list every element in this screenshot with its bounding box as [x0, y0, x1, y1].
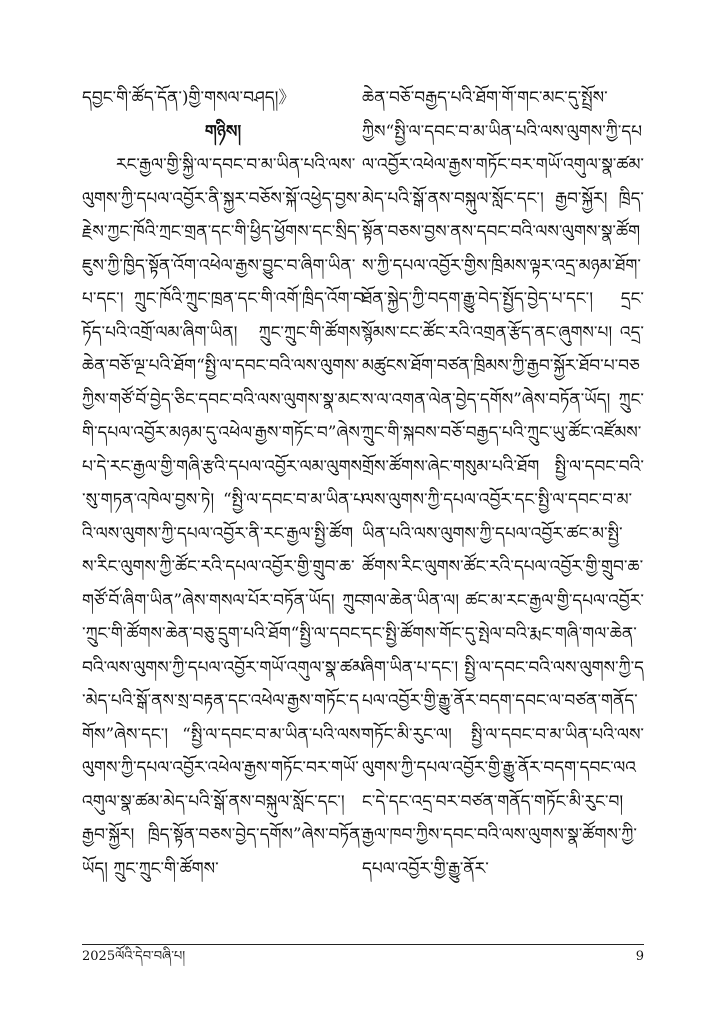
- footer-issue: 2025ལོའི་དེབ་བཞི་པ།: [82, 949, 186, 964]
- section-subheading: གཉིས།: [204, 121, 242, 142]
- footer-rule: [82, 944, 644, 945]
- left-paragraph: རང་རྒྱལ་གྱི་སྐྱི་ལ་དབང་བ་མ་ཡིན་པའི་ལས་ལུགས་ཀྱི་དཔལ་འབྱོར་ནི་སྐྱར་བཅོས་སྐོ་འཕྱེད་བྱས་རྗེས་ཀྱང་ཁོའི་ཀྲང་གྲན་དང་གི་ཕྱིད་ཕྱོགས་དང་སྲིད་ཇུས་ཀྱི་ཁྱིད་སྟོན་འོག་འཕེལ་རྒྱས་བྱུང་བ་ཞིག་ཡིན་པ་དང་། ཀྲུང་ཁོའི་ཀྲུང་ཁྲན་དང་གི་འགོ་ཁྲིད་འོག་བཏོད་པའི་འགྲོ་ལམ་ཞིག་ཡིན། ཀྲུང་ཀྲུང་གི་ཚོགས་ཆེན་བཅོ་ལྔ་པའི་ཐོག“སྤྱི་ལ་དབང་བའི་ལས་ལུགས་ཀྱིས་གཙོ་བོ་བྱེད་ཅིང་དབང་བའི་ལས་ལུགས་སྣ་མང་གི་དཔལ་འབྱོར་མཉམ་དུ་འཕེལ་རྒྱས་གཏོང་བ”ཞེས་པ་དེ་རང་རྒྱལ་གྱི་གཞི་རྩའི་དཔལ་འབྱོར་ལམ་ལུགས་སུ་གཏན་འཁེལ་བྱས་ཏེ། “སྤྱི་ལ་དབང་བ་མ་ཡིན་པའི་ལས་ལུགས་ཀྱི་དཔལ་འབྱོར་ནི་རང་རྒྱལ་སྤྱི་ཚོགས་རིང་ལུགས་ཀྱི་ཚོང་རའི་དཔལ་འབྱོར་གྱི་གྲུབ་ཆ་གཙོ་བོ་ཞིག་ཡིན”ཞེས་གསལ་པོར་བཏོན་ཡོད། ཀྲུང་ཀྲུང་གི་ཚོགས་ཆེན་བཅུ་དྲུག་པའི་ཐོག“སྤྱི་ལ་དབང་བའི་ལས་ལུགས་ཀྱི་དཔལ་འབྱོར་གཡོ་འགུལ་སྣ་ཚམ་མེད་པའི་སྒོ་ནས་སྲ་བརྟན་དང་འཕེལ་རྒྱས་གཏོང་དགོས”ཞེས་དང་། “སྤྱི་ལ་དབང་བ་མ་ཡིན་པའི་ལས་ལུགས་ཀྱི་དཔལ་འབྱོར་འཕེལ་རྒྱས་གཏོང་བར་གཡོ་འགུལ་སྣ་ཚམ་མེད་པའི་སྒོ་ནས་བསྐུལ་སློང་དང་། རྒྱབ་སྐྱོར། ཁྲིད་སྟོན་བཅས་བྱེད་དགོས”ཞེས་བཏོན་ཡོད། ཀྲུང་ཀྲུང་གི་ཚོགས་: [82, 155, 365, 879]
- left-column: [82, 82, 364, 886]
- right-column: [362, 82, 644, 886]
- page-number: 9: [635, 949, 644, 964]
- right-paragraph: ཆེན་བཅོ་བརྒྱད་པའི་ཐོག་གོ་གང་མང་དུ་སྤྲོས་ཀྱིས“སྤྱི་ལ་དབང་བ་མ་ཡིན་པའི་ལས་ལུགས་ཀྱི་དཔལ་འབྱོར་འཕེལ་རྒྱས་གཏོང་བར་གཡོ་འགུལ་སྣ་ཚམ་མེད་པའི་སྒོ་ནས་བསྐུལ་སློང་དང་། རྒྱབ་སྐྱོར། ཁྲིད་སྟོན་བཅས་བྱས་ནས་དབང་བའི་ལས་ལུགས་སྣ་ཚོགས་ཀྱི་དཔལ་འབྱོར་གྱིས་ཁྲིམས་ལྟར་འདྲ་མཉམ་ཐོག་ཐོན་སྐྱེད་ཀྱི་བདག་རྒྱུ་བེད་སྤྱོད་བྱེད་པ་དང་། དྲང་སྙོམས་ངང་ཚོང་རའི་འགྲན་རྩོད་ནང་ཞུགས་པ། འདྲ་མཚུངས་ཐོག་བཙན་ཁྲིམས་ཀྱི་རྒྱབ་སྐྱོར་ཐོབ་པ་བཅས་ལ་འགན་ལེན་བྱེད་དགོས”ཞེས་བཏོན་ཡོད། ཀྲུང་ཀྲུང་གི་སྐབས་བཅོ་བརྒྱད་པའི་ཀྲུང་ཡུ་ཚོང་འཛོམས་གྲོས་ཚོགས་ཞེང་གསུམ་པའི་ཐོག སྤྱི་ལ་དབང་བའི་ལས་ལུགས་ཀྱི་དཔལ་འབྱོར་དང་སྤྱི་ལ་དབང་བ་མ་ཡིན་པའི་ལས་ལུགས་ཀྱི་དཔལ་འབྱོར་ཚང་མ་སྤྱི་ཚོགས་རིང་ལུགས་ཚོང་རའི་དཔལ་འབྱོར་གྱི་གྲུབ་ཆ་གལ་ཆེན་ཡིན་ལ། ཚང་མ་རང་རྒྱལ་གྱི་དཔལ་འབྱོར་དང་སྤྱི་ཚོགས་གོང་དུ་སྤེལ་བའི་རྨང་གཞི་གལ་ཆེན་ཞིག་ཡིན་པ་དང་། སྤྱི་ལ་དབང་བའི་ལས་ལུགས་ཀྱི་དཔལ་འབྱོར་གྱི་རྒྱུ་ནོར་བདག་དབང་ལ་བཙན་གནོད་གཏོང་མི་རུང་ལ། སྤྱི་ལ་དབང་བ་མ་ཡིན་པའི་ལས་ལུགས་ཀྱི་དཔལ་འབྱོར་གྱི་རྒྱུ་ནོར་བདག་དབང་ལའང་དེ་དང་འདྲ་བར་བཙན་གནོད་གཏོང་མི་རུང་བ། རྒྱལ་ཁབ་ཀྱིས་དབང་བའི་ལས་ལུགས་སྣ་ཚོགས་ཀྱི་དཔལ་འབྱོར་གྱི་རྒྱུ་ནོར་: [362, 88, 644, 879]
- section-heading: དབྱང་གི་ཚོད་དོན་)གྱི་གསལ་བཤད།》: [82, 88, 296, 108]
